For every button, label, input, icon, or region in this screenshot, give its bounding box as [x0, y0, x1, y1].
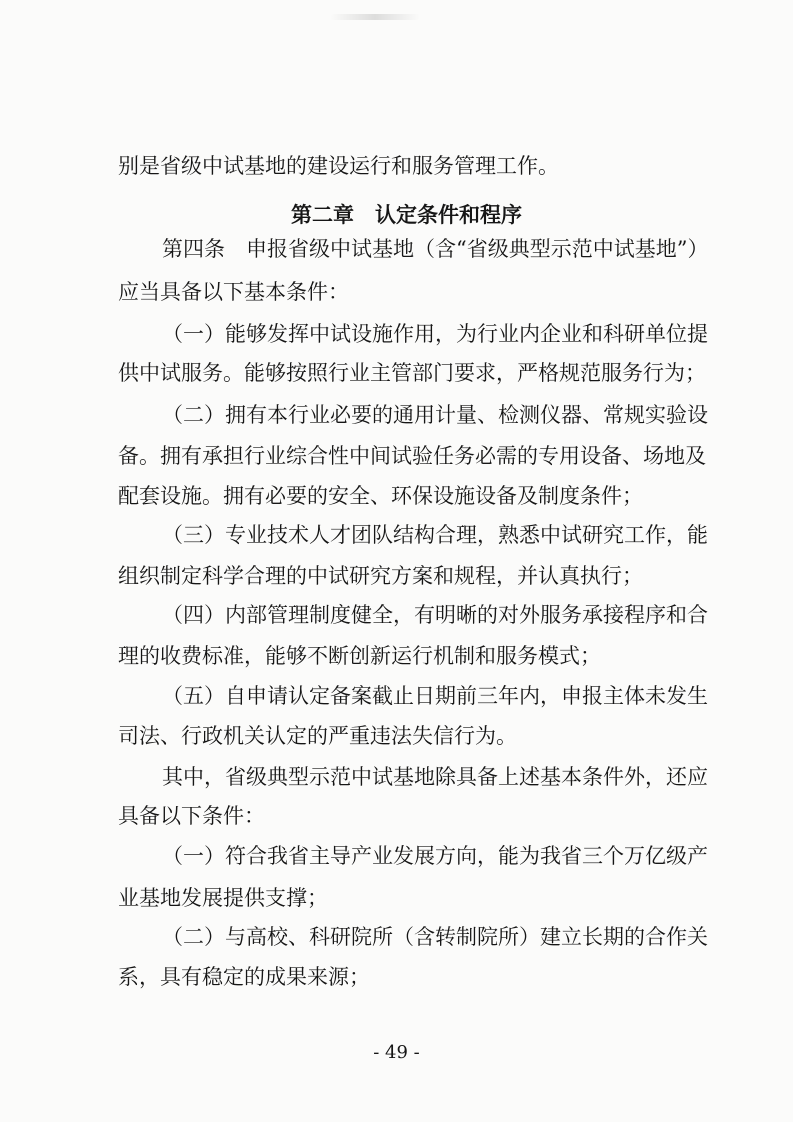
- text-line: [0, 599, 793, 631]
- text-line: [0, 276, 793, 308]
- text-line: [0, 921, 793, 953]
- text-line-content: （五）自申请认定备案截止日期前三年内，申报主体未发生: [162, 684, 708, 708]
- text-line-content: （一）符合我省主导产业发展方向，能为我省三个万亿级产: [162, 844, 708, 868]
- text-line-content: （二）与高校、科研院所（含转制院所）建立长期的合作关: [162, 925, 708, 949]
- text-line: [0, 519, 793, 551]
- text-line: [0, 440, 793, 472]
- text-line: [0, 357, 793, 389]
- text-line: [0, 840, 793, 872]
- text-line-content: 系，具有稳定的成果来源；: [118, 965, 370, 989]
- text-line: [0, 560, 793, 592]
- text-line-content: （一）能够发挥中试设施作用，为行业内企业和科研单位提: [162, 322, 708, 346]
- text-line-content: 具备以下条件：: [118, 804, 265, 828]
- text-line: [0, 720, 793, 752]
- scan-artifact: [330, 14, 420, 20]
- text-line-content: 其中，省级典型示范中试基地除具备上述基本条件外，还应: [162, 765, 708, 789]
- text-line-content: 备。拥有承担行业综合性中间试验任务必需的专用设备、场地及: [118, 444, 706, 468]
- text-line-content: 配套设施。拥有必要的安全、环保设施设备及制度条件；: [118, 484, 643, 508]
- text-line-content: 第四条 申报省级中试基地（含“省级典型示范中试基地”）: [162, 237, 709, 261]
- chapter-heading-text: 第二章 认定条件和程序: [291, 203, 522, 227]
- text-line: [0, 961, 793, 993]
- text-line-content: 司法、行政机关认定的严重违法失信行为。: [118, 724, 517, 748]
- text-line-content: 组织制定科学合理的中试研究方案和规程，并认真执行；: [118, 564, 643, 588]
- text-line: [0, 680, 793, 712]
- text-line-content: 别是省级中试基地的建设运行和服务管理工作。: [118, 154, 559, 178]
- text-line: [0, 640, 793, 672]
- text-line: [0, 480, 793, 512]
- text-line-content: （三）专业技术人才团队结构合理，熟悉中试研究工作，能: [162, 523, 708, 547]
- text-line-content: 供中试服务。能够按照行业主管部门要求，严格规范服务行为；: [118, 361, 706, 385]
- text-line: [0, 150, 793, 182]
- text-line: [0, 761, 793, 793]
- page-number: - 49 -: [373, 1042, 420, 1063]
- text-line: [0, 233, 793, 265]
- text-line-content: 业基地发展提供支撑；: [118, 886, 328, 910]
- text-line-content: 应当具备以下基本条件：: [118, 280, 349, 304]
- text-line: [0, 318, 793, 350]
- text-line: [0, 399, 793, 431]
- text-line-content: （二）拥有本行业必要的通用计量、检测仪器、常规实验设: [162, 403, 708, 427]
- text-line-content: （四）内部管理制度健全，有明晰的对外服务承接程序和合: [162, 603, 708, 627]
- chapter-heading: [0, 199, 793, 231]
- text-line-content: 理的收费标准，能够不断创新运行机制和服务模式；: [118, 644, 601, 668]
- text-line: [0, 800, 793, 832]
- text-line: [0, 882, 793, 914]
